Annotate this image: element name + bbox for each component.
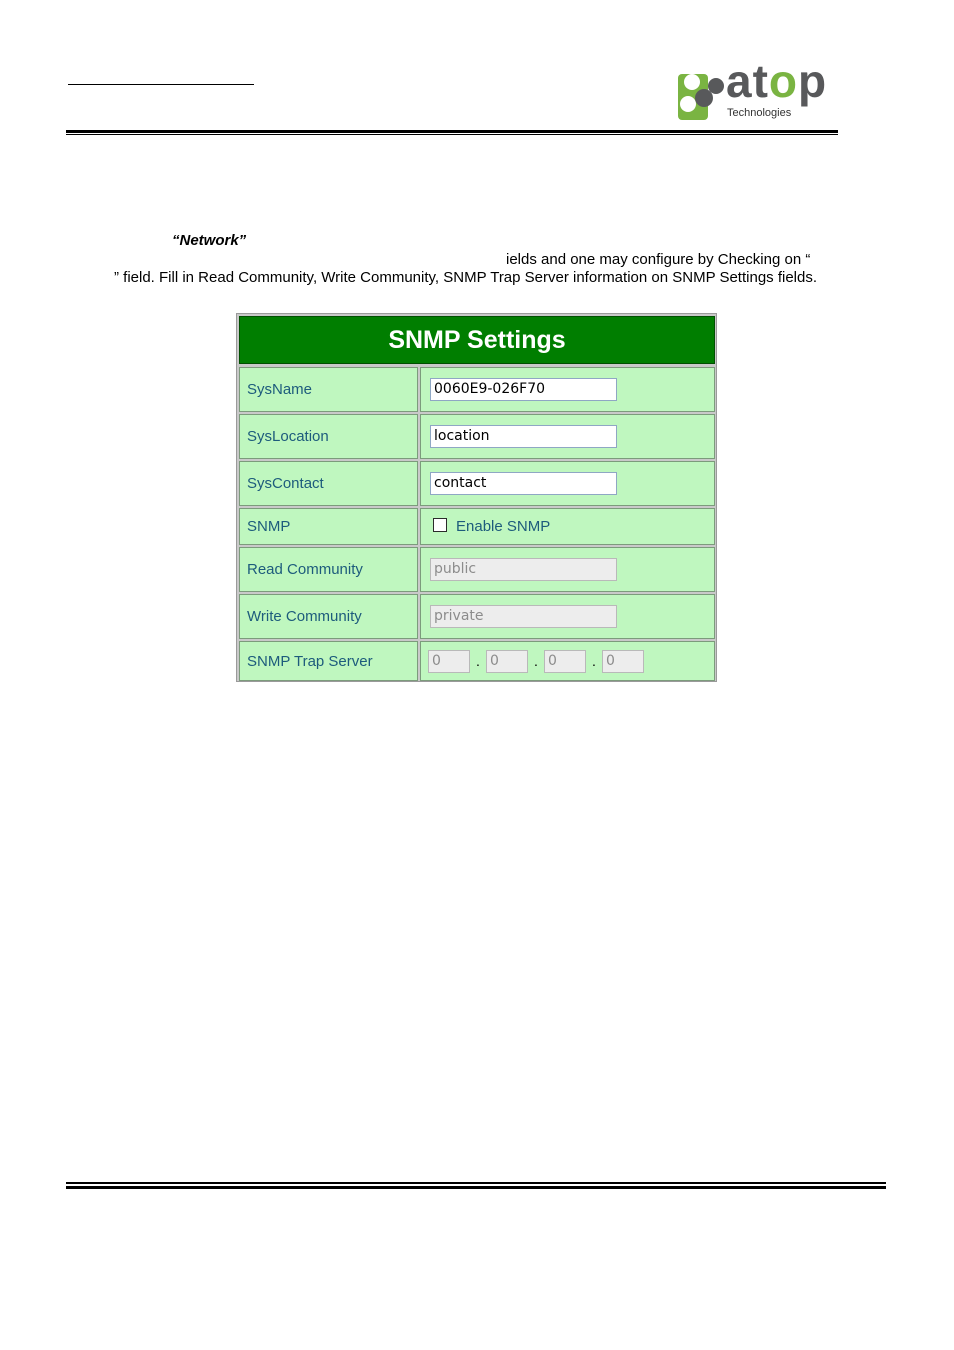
sysname-label: SysName	[247, 381, 313, 398]
snmp-label: SNMP	[247, 518, 291, 535]
trap-ip-octet-3[interactable]: 0	[544, 650, 586, 673]
paragraph-line-3: ” field. Fill in Read Community, Write Community, SNMP Trap Server information on SNMP Settings fields.	[114, 269, 818, 286]
enable-snmp-checkbox[interactable]	[433, 518, 447, 532]
header-short-rule	[68, 84, 254, 85]
header-rule	[66, 130, 838, 135]
syslocation-input[interactable]: location	[430, 425, 617, 448]
write-community-value-cell	[420, 594, 715, 639]
trap-ip-octet-2[interactable]: 0	[486, 650, 528, 673]
syslocation-value-cell	[420, 414, 715, 459]
syscontact-label: SysContact	[247, 475, 324, 492]
atop-logo-icon	[678, 70, 726, 122]
snmp-value-cell	[420, 508, 715, 545]
trap-server-value-cell	[420, 641, 715, 681]
logo-word: atop	[726, 55, 828, 107]
syslocation-label-cell	[239, 414, 418, 459]
footer-rule	[66, 1182, 886, 1189]
ip-separator: .	[592, 653, 596, 669]
syscontact-label-cell	[239, 461, 418, 506]
syscontact-input[interactable]: contact	[430, 472, 617, 495]
sysname-input[interactable]: 0060E9-026F70	[430, 378, 617, 401]
logo-wordmark	[726, 55, 828, 107]
enable-snmp-label[interactable]: Enable SNMP	[456, 518, 551, 535]
syscontact-value-cell	[420, 461, 715, 506]
ip-separator: .	[476, 653, 480, 669]
network-label: “Network”	[172, 232, 247, 249]
sysname-value-cell	[420, 367, 715, 412]
ip-separator: .	[534, 653, 538, 669]
write-community-label: Write Community	[247, 608, 362, 625]
logo-subtitle: Technologies	[727, 107, 792, 119]
trap-server-label: SNMP Trap Server	[247, 652, 373, 670]
read-community-label-cell	[239, 547, 418, 592]
read-community-input[interactable]: public	[430, 558, 617, 581]
sysname-label-cell	[239, 367, 418, 412]
trap-server-label-cell	[239, 641, 418, 681]
read-community-label: Read Community	[247, 561, 363, 578]
snmp-settings-title: SNMP Settings	[239, 316, 715, 364]
read-community-value-cell	[420, 547, 715, 592]
trap-ip-octet-4[interactable]: 0	[602, 650, 644, 673]
write-community-label-cell	[239, 594, 418, 639]
logo-letter-o: o	[768, 55, 799, 107]
snmp-label-cell	[239, 508, 418, 545]
write-community-input[interactable]: private	[430, 605, 617, 628]
paragraph-line-2: ields and one may configure by Checking on “	[506, 251, 811, 268]
trap-ip-octet-1[interactable]: 0	[428, 650, 470, 673]
syslocation-label: SysLocation	[247, 428, 329, 445]
